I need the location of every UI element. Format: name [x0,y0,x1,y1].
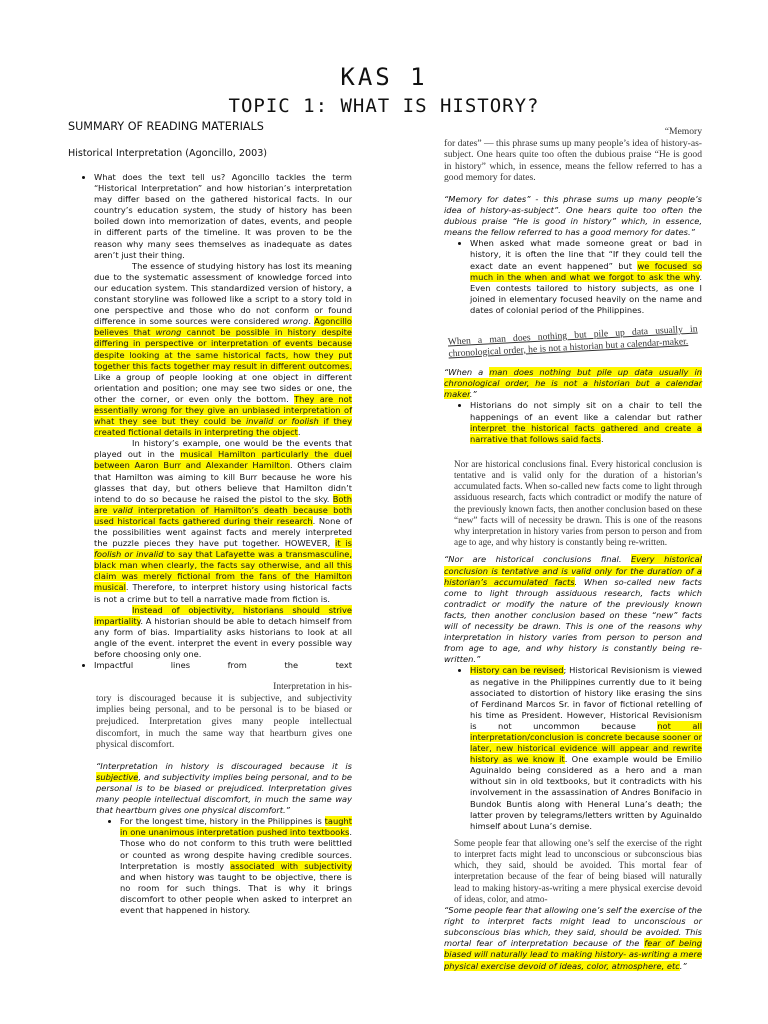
quote [444,367,702,400]
paragraph-text: What does the text tell us? Agoncillo tackles the term “Historical Interpretation” and how historian’s interpretation may differ based on the gathered historical facts. In our country’s education system, the study of history has been boiled down into memorization of dates, events, and people in different parts of the timeline. It was proven to be the reason why many sees themselves as inadequate as dates aren’t just their thing. [94,172,352,260]
right-column [444,126,702,972]
paragraph-text: Impactful lines from the text [94,660,352,671]
list-item [470,238,702,316]
list-item [94,172,352,660]
text: . Even contests tailored to history subjects, as one I joined in elementary focused heavily on the name and dates of colonial period of the Philippines. [470,271,702,315]
document-title: KAS 1 [340,63,428,91]
text: Both are [94,493,352,515]
scanned-excerpt [68,681,352,751]
highlight: History can be revised [470,665,564,676]
summary-list [68,816,352,916]
scan-text: When a man does nothing but pile up data usually in chronological order, he is not a historian but a calendar-maker. [447,323,698,360]
summary-list [444,665,702,831]
document-subtitle: TOPIC 1: WHAT IS HISTORY? [228,95,540,117]
scan-line: “Memory [664,126,702,137]
text: “When a [444,367,490,378]
text: “Nor are historical conclusions final. [444,554,632,565]
highlight: interpret the historical facts gathered and create a narrative that follows said facts [470,422,702,444]
text: wrong [155,327,182,338]
highlight: fear of being biased will naturally lead to making history- as-writing a mere physical exercise devoid of ideas, color, atmosphere, etc [444,938,702,971]
text: The essence of studying history has lost its meaning due to the systematic assessment of knowledge forced into our education system. This standardized version of history, a constant storyline was followed like a script to a story told in one perspective and those who do not conform or found difference in some sources were considered [94,260,352,327]
text: . A historian should be able to detach himself from any form of bias. Impartiality asks historians to look at all angle of the event. interpret the event in every possible way before choosing only one. [94,615,352,660]
scanned-excerpt [444,459,702,549]
scan-text: Nor are historical conclusions final. Every historical conclusion is tentative and is valid only for the duration of a historian’s accumulated facts. When so-called new facts come to light through assiduous research, facts which contradict or modify the nature of the previously known facts, then another conclusion based on these “new” facts will of necessity be drawn. This is one of the reasons why interpretation in history varies from person to person and from age to age, and why history is constantly being re-written. [454,458,703,548]
highlight: we focused so much in the when and what we forgot to ask the why [470,260,703,282]
quote: “Memory for dates” - this phrase sums up many people’s idea of history-as-subject”. One hears quite too often the dubious praise “He is good in history” which, in essence, means the fellow referred to has a good memory for dates.” [444,193,702,238]
highlight: associated with subjectivity [230,860,352,871]
list-item [120,816,352,916]
text: interpretation of Hamilton’s death because both used historical facts gathered during their research [94,504,352,526]
text: and when history was taught to be objective, there is no room for such things. That is why it brings discomfort to other people when asked to interpret an event that happened in history. [120,871,352,915]
paragraph [94,438,352,604]
highlight: man does nothing but pile up data usually in chronological order, he is not a historian but a calendar maker [444,367,703,400]
text: “Some people fear that allowing one’s self the exercise of the right to interpret facts might lead to unconscious or subconscious bias which, they said, should be avoided. This mortal fear of interpretation because of the [444,905,702,949]
highlight: taught in one unanimous interpretation pushed into textbooks [120,816,352,838]
text: . Therefore, to interpret history using historical facts is not a crime but to tell a narrative made from fiction is. [94,582,352,604]
summary-list [444,400,702,444]
text: . Those who do not conform to this truth were belittled or counted as wrong despite having credible sources. Interpretation is mostly [120,827,352,871]
text: wrong [282,316,309,327]
text: . [297,427,301,438]
quote [444,554,702,665]
text: , and subjectivity implies being personal, and to be personal is to be biased or prejudiced. Interpretation gives many people intellectual discomfort, in much the same way that heartburn gives one physical discomfort.” [96,771,352,816]
text: cannot be possible in history despite differing in perspective or interpretation of events because despite looking at the same historical facts, how they put together this facts together may result in different outcomes. [94,327,352,371]
text: Historians do not simply sit on a chair to tell the happenings of an event like a calendar but rather [470,400,702,422]
text: if they created fictional details in interpreting the object [94,416,353,438]
text: foolish or invalid [94,549,164,560]
scanned-excerpt [444,126,702,184]
quote [68,761,352,816]
paragraph [94,261,352,439]
text: . Others claim that Hamilton was aiming to kill Burr because he wore his glasses that day, but others believe that Hamilton didn’t intend to do so because he raised the pistol to the sky. [94,460,353,504]
section-title: SUMMARY OF READING MATERIALS [68,120,264,133]
summary-list [68,172,352,671]
quote [444,905,702,972]
scan-text: Some people fear that allowing one’s self the exercise of the right to interpret facts might lead to unconscious or subconscious bias which, they said, should be avoided. This mortal fear of interpretation because of the fear of being biased will naturally lead to making history-as-writing a mere physical exercise devoid of ideas, color, and atmo- [454,837,702,904]
highlight: Every historical conclusion is tentative and is valid only for the duration of a historian’s accumulated facts [444,554,702,587]
text: invalid or foolish [245,416,319,427]
summary-list [444,238,702,316]
page-header [0,62,768,118]
text: . One example would be Emilio Aguinaldo being considered as a hero and a man without sin in old textbooks, but it contradicts with his involvement in the assassination of Andres Bonifacio in Bundok Buntis along with Heneral Luna’s death; the latter proven by telegrams/letters written by Aguinaldo himself about Luna’s demise. [470,754,703,831]
text: When asked what made someone great or bad in history, it is often the line that “If they could tell the exact date an event happened” but [470,238,702,271]
text: valid [112,504,133,515]
list-item [470,400,702,444]
scan-text: for dates” — this phrase sums up many people’s idea of history-as-subject. One hears quite too often the dubious praise “He is good in history” which, in essence, means the fellow referred to has a good memory for dates. [444,137,702,184]
text: ; Historical Revisionism is viewed as negative in the Philippines currently due to it being associated to distortion of history like erasing the sins of Ferdinand Marcos Sr. in favor of fictional retelling of his time as President. However, Historical Revisionism is not uncommon because [470,665,702,731]
highlight: not all interpretation/conclusion is concrete because sooner or later, new historical evidence will appear and rewrite history as we know it [470,720,703,765]
text: Agoncillo believes that [94,316,352,338]
text: it is [335,538,353,549]
scan-text: tory is discouraged because it is subjective, and subjectivity implies being personal, and to be personal is to be biased or prejudiced. Interpretation gives many people intellectual discomfort, in much the same way that heartburn gives one physical discomfort. [96,692,352,751]
text: “Interpretation in history is discouraged because it is [96,760,352,771]
reading-title: Historical Interpretation (Agoncillo, 2003) [68,148,268,159]
text: to say that Lafayette was a transmasculine, black man when clearly, the facts say otherwise, and all this claim was merely fictional from the fans of the Hamilton musical [94,549,352,593]
text: . [308,316,315,327]
text: . [601,433,604,444]
list-item [94,660,352,671]
highlight: subjective [96,771,139,782]
paragraph [94,605,352,660]
text: . None of the possibilities went against facts and merely interpreted the puzzle pieces they have put together. HOWEVER, [94,515,352,549]
text: In history’s example, one would be the events that played out in the [94,438,352,460]
scan-line: Interpretation in his- [273,681,352,693]
list-item [470,665,702,831]
scanned-excerpt [444,838,702,905]
text: .” [469,389,477,400]
text: They are not essentially wrong for they give an unbiased interpretation of what they see but they could be [94,393,352,427]
highlight: Instead of objectivity, historians should strive impartiality [94,604,352,626]
text: For the longest time, history in the Philippines is [120,816,325,827]
text: .” [679,960,687,971]
highlight: musical Hamilton particularly the duel between Aaron Burr and Alexander Hamilton [94,449,352,471]
text: Like a group of people looking at one object in different orientation and position; one may see two sides or one, the other the corner, or even only the bottom. [94,371,352,404]
text: . When so-called new facts come to light through assiduous research, facts which contradict or modify the nature of the previously known facts, then another conclusion based on these “new” facts will of necessity be drawn. This is one of the reasons why interpretation in history varies from person to person and from age to age, and why history is constantly being re-written.” [444,576,702,665]
left-column [68,120,352,916]
